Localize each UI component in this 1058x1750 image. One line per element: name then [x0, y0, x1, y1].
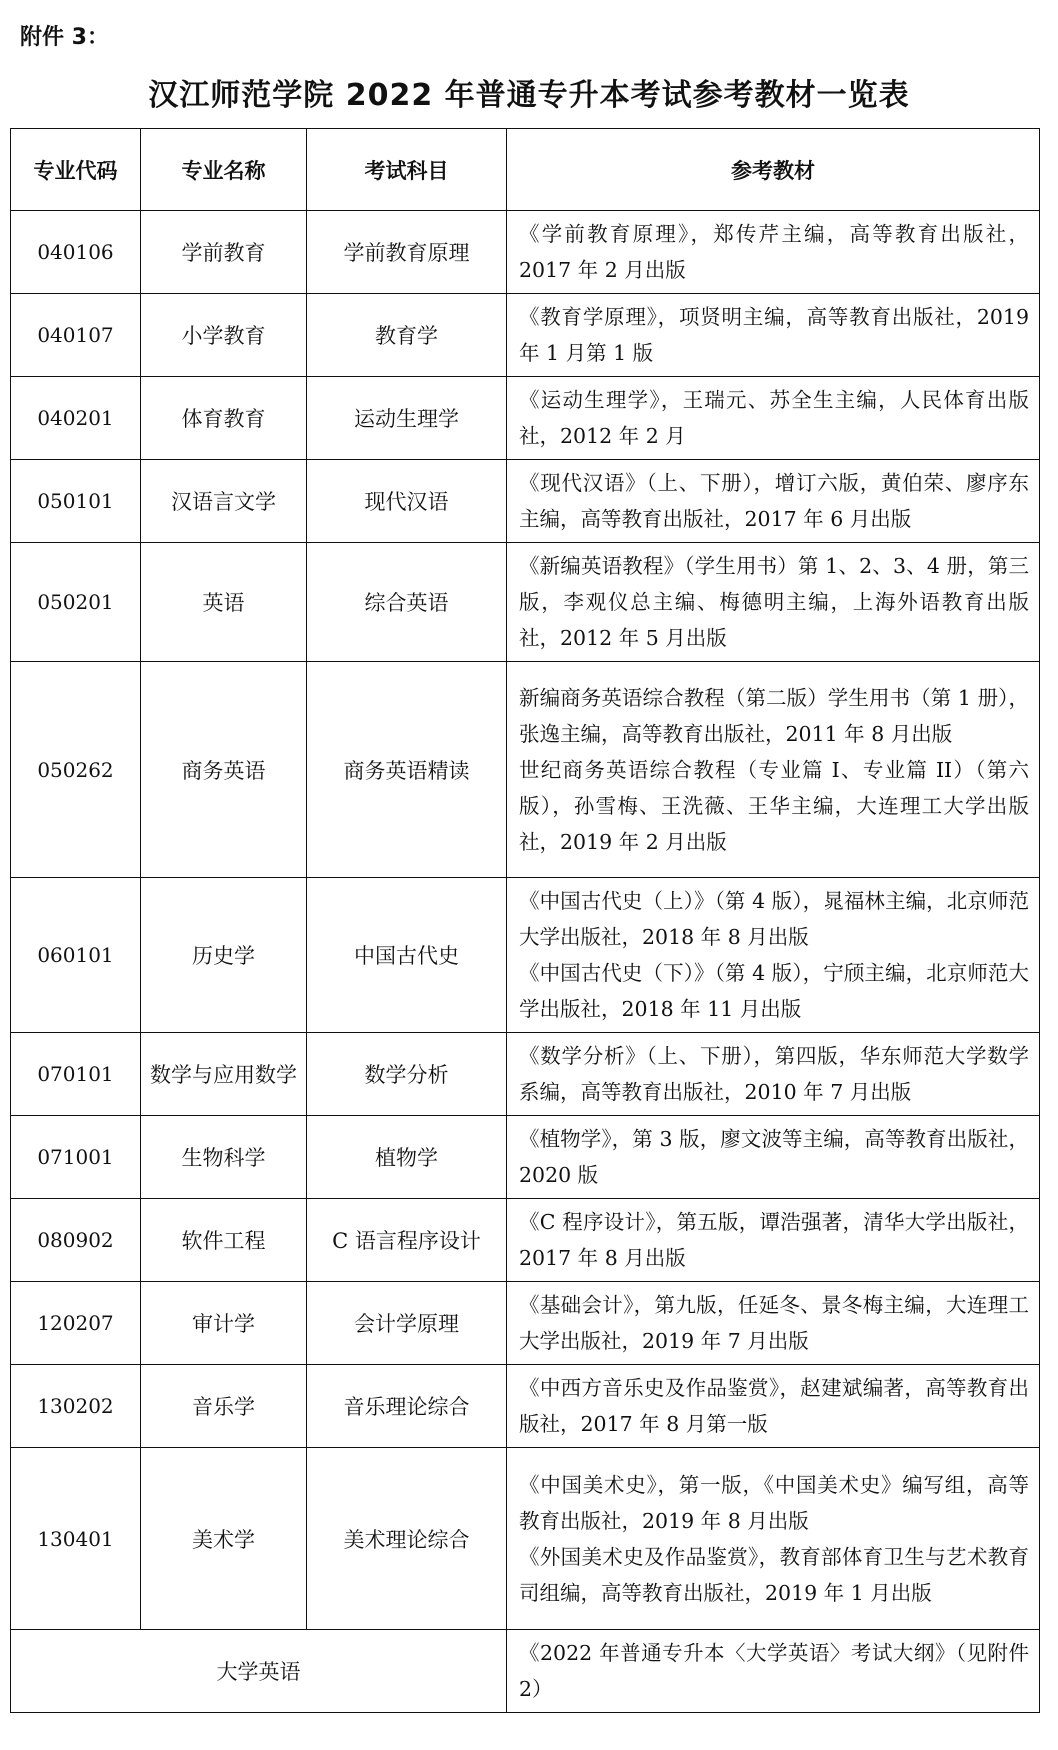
table-row: [11, 1448, 1040, 1630]
major-code: 050201: [11, 543, 141, 662]
book-entry: 《中国古代史（下）》（第 4 版），宁颀主编，北京师范大学出版社，2018 年 11 月出版: [519, 961, 1029, 1021]
book-entry: 《中国美术史》，第一版，《中国美术史》编写组，高等教育出版社，2019 年 8 月出版: [519, 1472, 1029, 1533]
textbook-table: [10, 128, 1040, 1713]
exam-subject: 数学分析: [307, 1033, 507, 1116]
exam-subject: 商务英语精读: [307, 662, 507, 878]
exam-subject: 运动生理学: [307, 377, 507, 460]
exam-subject: 教育学: [307, 294, 507, 377]
major-name: 英语: [141, 543, 307, 662]
table-row: [11, 460, 1040, 543]
exam-subject: 美术理论综合: [307, 1448, 507, 1630]
table-row: [11, 1199, 1040, 1282]
book-entry: 《数学分析》（上、下册），第四版，华东师范大学数学系编，高等教育出版社，2010 年 7 月出版: [519, 1044, 1029, 1104]
major-name: 汉语言文学: [141, 460, 307, 543]
exam-subject: 学前教育原理: [307, 211, 507, 294]
table-row: [11, 662, 1040, 878]
major-name: 审计学: [141, 1282, 307, 1365]
book-entry: 《基础会计》，第九版，任延冬、景冬梅主编，大连理工大学出版社，2019 年 7 月出版: [519, 1293, 1029, 1353]
book-entry: 《中国古代史（上）》（第 4 版），晁福林主编，北京师范大学出版社，2018 年 8 月出版: [519, 889, 1029, 949]
major-code: 120207: [11, 1282, 141, 1365]
table-row: [11, 377, 1040, 460]
book-entry: 《植物学》，第 3 版，廖文波等主编，高等教育出版社，2020 版: [519, 1127, 1029, 1187]
book-entry: 《现代汉语》（上、下册），增订六版，黄伯荣、廖序东主编，高等教育出版社，2017 年 6 月出版: [519, 471, 1029, 531]
table-row: [11, 1365, 1040, 1448]
exam-subject: 综合英语: [307, 543, 507, 662]
major-code: 071001: [11, 1116, 141, 1199]
book-entry: 《中西方音乐史及作品鉴赏》，赵建斌编著，高等教育出版社，2017 年 8 月第一版: [519, 1376, 1029, 1436]
major-name: 商务英语: [141, 662, 307, 878]
major-code: 050101: [11, 460, 141, 543]
header-books: 参考教材: [507, 129, 1040, 211]
book-entry: 《外国美术史及作品鉴赏》，教育部体育卫生与艺术教育司组编，高等教育出版社，2019 年 1 月出版: [519, 1544, 1029, 1605]
attachment-label: 附件 3：: [20, 25, 109, 50]
reference-books: [507, 1199, 1040, 1282]
major-name: 小学教育: [141, 294, 307, 377]
header-major: 专业名称: [141, 129, 307, 211]
reference-books: [507, 1033, 1040, 1116]
table-row: [11, 1116, 1040, 1199]
major-code: 130202: [11, 1365, 141, 1448]
table-row: [11, 878, 1040, 1033]
footer-label: 大学英语: [11, 1630, 507, 1713]
table-row: [11, 1033, 1040, 1116]
book-entry: 《C 程序设计》，第五版，谭浩强著，清华大学出版社，2017 年 8 月出版: [519, 1210, 1029, 1270]
book-entry: 《2022 年普通专升本〈大学英语〉考试大纲》（见附件 2）: [519, 1641, 1029, 1701]
reference-books: [507, 662, 1040, 878]
major-code: 060101: [11, 878, 141, 1033]
table-row: [11, 211, 1040, 294]
exam-subject: 现代汉语: [307, 460, 507, 543]
reference-books: [507, 460, 1040, 543]
major-code: 040107: [11, 294, 141, 377]
major-name: 软件工程: [141, 1199, 307, 1282]
major-code: 070101: [11, 1033, 141, 1116]
exam-subject: 会计学原理: [307, 1282, 507, 1365]
header-subject: 考试科目: [307, 129, 507, 211]
major-name: 学前教育: [141, 211, 307, 294]
major-name: 生物科学: [141, 1116, 307, 1199]
table-row: [11, 1282, 1040, 1365]
book-entry: 新编商务英语综合教程（第二版）学生用书（第 1 册），张逸主编，高等教育出版社，2011 年 8 月出版: [519, 685, 1029, 746]
major-code: 130401: [11, 1448, 141, 1630]
table-row-footer: [11, 1630, 1040, 1713]
table-row: [11, 294, 1040, 377]
book-entry: 《运动生理学》，王瑞元、苏全生主编，人民体育出版社，2012 年 2 月: [519, 388, 1029, 448]
book-entry: 世纪商务英语综合教程（专业篇 I、专业篇 II）（第六版），孙雪梅、王洗薇、王华主编，大连理工大学出版社，2019 年 2 月出版: [519, 757, 1029, 854]
book-entry: 《学前教育原理》，郑传芹主编，高等教育出版社，2017 年 2 月出版: [519, 222, 1029, 282]
reference-books: [507, 1116, 1040, 1199]
reference-books: [507, 543, 1040, 662]
reference-books: [507, 1630, 1040, 1713]
page-title: 汉江师范学院 2022 年普通专升本考试参考教材一览表: [148, 78, 910, 113]
major-name: 数学与应用数学: [141, 1033, 307, 1116]
exam-subject: 音乐理论综合: [307, 1365, 507, 1448]
reference-books: [507, 1282, 1040, 1365]
major-code: 040106: [11, 211, 141, 294]
reference-books: [507, 377, 1040, 460]
reference-books: [507, 878, 1040, 1033]
major-code: 040201: [11, 377, 141, 460]
exam-subject: C 语言程序设计: [307, 1199, 507, 1282]
major-name: 历史学: [141, 878, 307, 1033]
book-entry: 《教育学原理》，项贤明主编，高等教育出版社，2019 年 1 月第 1 版: [519, 305, 1029, 365]
major-name: 美术学: [141, 1448, 307, 1630]
major-name: 音乐学: [141, 1365, 307, 1448]
header-code: 专业代码: [11, 129, 141, 211]
book-entry: 《新编英语教程》（学生用书）第 1、2、3、4 册，第三版，李观仪总主编、梅德明主编，上海外语教育出版社，2012 年 5 月出版: [519, 554, 1029, 650]
table-header-row: [11, 129, 1040, 211]
major-code: 050262: [11, 662, 141, 878]
reference-books: [507, 1448, 1040, 1630]
reference-books: [507, 294, 1040, 377]
major-name: 体育教育: [141, 377, 307, 460]
exam-subject: 中国古代史: [307, 878, 507, 1033]
table-row: [11, 543, 1040, 662]
reference-books: [507, 1365, 1040, 1448]
reference-books: [507, 211, 1040, 294]
major-code: 080902: [11, 1199, 141, 1282]
exam-subject: 植物学: [307, 1116, 507, 1199]
